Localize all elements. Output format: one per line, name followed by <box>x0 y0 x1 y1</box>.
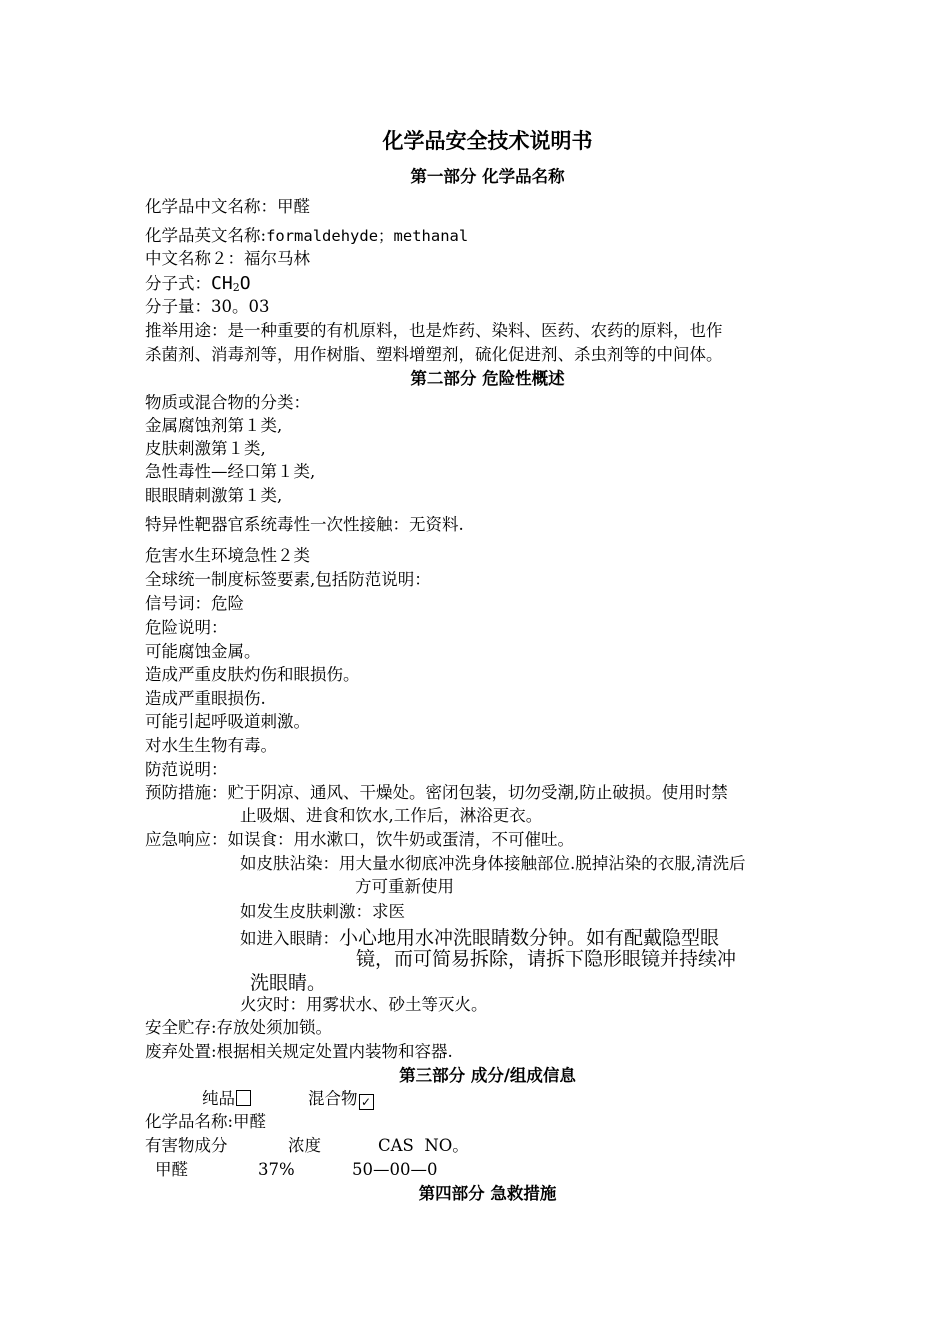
pure-label: 纯品 <box>202 1089 235 1108</box>
hazard-line: 眼眼睛刺激第１类, <box>145 486 283 505</box>
pure-checkbox <box>236 1090 251 1106</box>
use-line-1: 推举用途：是一种重要的有机原料，也是炸药、染料、医药、农药的原料，也作 <box>145 321 723 340</box>
prevention-line-2: 止吸烟、进食和饮水,工作后，淋浴更衣。 <box>240 806 543 825</box>
response-eye-text-1: 小心地用水冲洗眼睛数分钟。如有配戴隐型眼 <box>339 927 720 949</box>
cn-name-line: 化学品中文名称：甲醛 <box>145 197 310 216</box>
en-name-value: formaldehyde；methanal <box>266 227 469 245</box>
response-fire: 火灾时：用雾状水、砂土等灭火。 <box>240 995 488 1014</box>
hazard-line: 物质或混合物的分类： <box>145 393 310 412</box>
formula-ch: CH <box>211 273 233 294</box>
mixture-checkbox-checked-icon: ✓ <box>359 1094 374 1110</box>
formula-o: O <box>239 273 251 294</box>
column-header-concentration: 浓度 <box>288 1136 321 1155</box>
hazard-line: 可能腐蚀金属。 <box>145 642 261 661</box>
hazard-line: 信号词：危险 <box>145 594 244 613</box>
column-header-component: 有害物成分 <box>145 1136 228 1155</box>
en-name-label: 化学品英文名称: <box>145 226 267 245</box>
row-concentration: 37% <box>258 1160 295 1179</box>
response-eye-label: 如进入眼睛： <box>240 929 339 948</box>
document-title: 化学品安全技术说明书 <box>382 128 593 153</box>
chemical-name-line: 化学品名称:甲醛 <box>145 1112 267 1131</box>
prevention-line-1: 预防措施：贮于阴凉、通风、干燥处。密闭包装，切勿受潮,防止破损。使用时禁 <box>145 783 728 802</box>
section-heading-3: 第三部分 成分/组成信息 <box>399 1066 576 1085</box>
response-label: 应急响应： <box>145 830 228 849</box>
section-heading-4: 第四部分 急救措施 <box>418 1184 557 1203</box>
response-eye-line-3: 洗眼睛。 <box>250 972 327 994</box>
mixture-option <box>308 1088 374 1110</box>
use-line-2: 杀菌剂、消毒剂等，用作树脂、塑料增塑剂，硫化促进剂、杀虫剂等的中间体。 <box>145 345 723 364</box>
hazard-line: 造成严重眼损伤. <box>145 689 266 708</box>
pure-option <box>202 1088 251 1110</box>
response-line <box>145 829 574 851</box>
weight-line: 分子量：30。03 <box>145 297 270 316</box>
response-ingest: 如误食：用水漱口，饮牛奶或蛋清，不可催吐。 <box>227 830 574 849</box>
response-skin-line-2: 方可重新使用 <box>355 877 454 896</box>
storage-line: 安全贮存:存放处须加锁。 <box>145 1018 333 1037</box>
mixture-label: 混合物 <box>308 1089 358 1108</box>
hazard-line: 特异性靶器官系统毒性一次性接触：无资料. <box>145 515 464 534</box>
hazard-line: 急性毒性—经口第１类, <box>145 462 316 481</box>
hazard-line: 对水生生物有毒。 <box>145 736 277 755</box>
column-header-cas: CAS NO。 <box>378 1136 469 1155</box>
hazard-line: 造成严重皮肤灼伤和眼损伤。 <box>145 665 360 684</box>
response-eye-line-2: 镜，而可简易拆除，请拆下隐形眼镜并持续冲 <box>356 948 737 970</box>
formula-label: 分子式： <box>145 274 211 293</box>
section-heading-2: 第二部分 危险性概述 <box>410 369 565 388</box>
hazard-line: 皮肤刺激第１类, <box>145 439 266 458</box>
hazard-line: 金属腐蚀剂第１类, <box>145 416 283 435</box>
en-name-line <box>145 225 468 247</box>
hazard-line: 可能引起呼吸道刺激。 <box>145 712 310 731</box>
disposal-line: 废弃处置:根据相关规定处置内装物和容器. <box>145 1042 453 1061</box>
response-skin-line-1: 如皮肤沾染：用大量水彻底冲洗身体接触部位.脱掉沾染的衣服,清洗后 <box>240 854 746 873</box>
row-cas: 50—00—0 <box>352 1160 438 1179</box>
section-heading-1: 第一部分 化学品名称 <box>410 167 565 186</box>
hazard-line: 全球统一制度标签要素,包括防范说明： <box>145 570 431 589</box>
hazard-line: 危害水生环境急性２类 <box>145 546 310 565</box>
cn-name2-line: 中文名称２：福尔马林 <box>145 249 310 268</box>
formula-subscript: 2 <box>232 281 240 294</box>
hazard-line: 防范说明： <box>145 760 228 779</box>
row-component: 甲醛 <box>155 1160 188 1179</box>
response-irritation: 如发生皮肤刺激：求医 <box>240 902 405 921</box>
hazard-line: 危险说明： <box>145 618 228 637</box>
